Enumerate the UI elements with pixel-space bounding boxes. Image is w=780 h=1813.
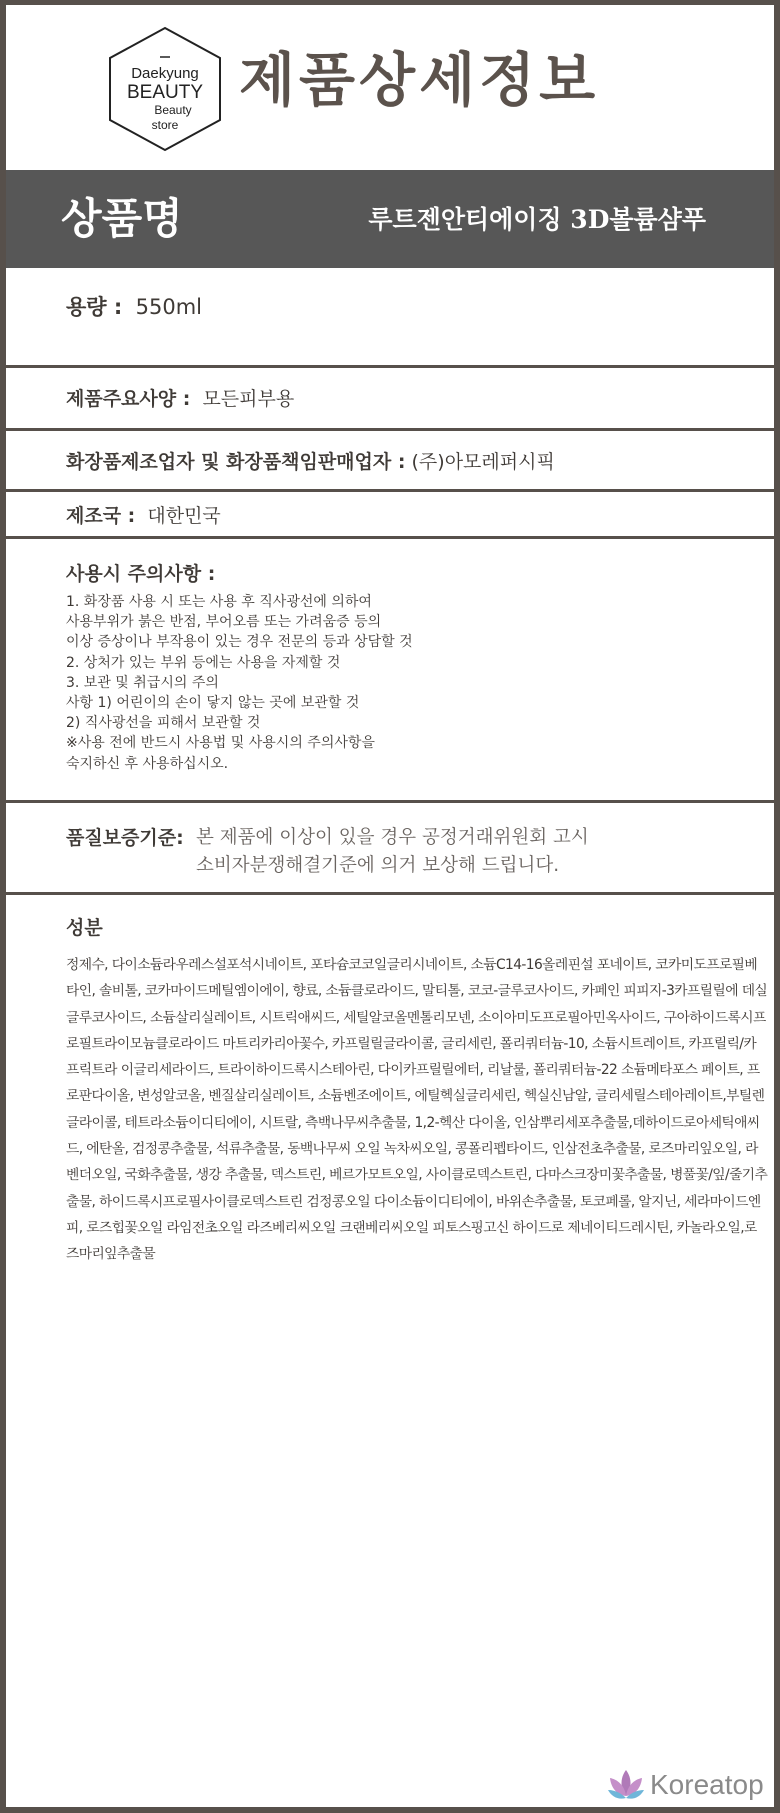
ingredients-title: 성분 — [66, 917, 103, 939]
logo-text-4: store — [151, 118, 179, 132]
product-label: 상품명 — [61, 194, 183, 243]
product-name-band — [6, 170, 774, 268]
main-spec-value: 모든피부용 — [202, 388, 295, 410]
divider — [6, 489, 774, 492]
caution-line: 2. 상처가 있는 부위 등에는 사용을 자제할 것 — [66, 654, 341, 671]
caution-line: 1. 화장품 사용 시 또는 사용 후 직사광선에 의하여 — [66, 594, 372, 610]
manufacturer-value: (주)아모레퍼시픽 — [411, 451, 555, 473]
main-spec-label: 제품주요사양 : — [66, 388, 191, 410]
warranty-text — [196, 824, 756, 880]
manufacturer-row — [66, 449, 555, 475]
caution-line: 3. 보관 및 취급시의 주의 — [66, 674, 219, 691]
caution-line: 숙지하신 후 사용하십시오. — [66, 755, 229, 772]
main-spec-row — [66, 386, 294, 412]
warranty-line-2: 소비자분쟁해결기준에 의거 보상해 드립니다. — [196, 855, 560, 876]
origin-label: 제조국 : — [66, 505, 136, 527]
cautions-list — [66, 592, 726, 774]
origin-row — [66, 503, 221, 529]
lotus-icon — [606, 1766, 646, 1804]
divider — [6, 536, 774, 539]
manufacturer-label: 화장품제조업자 및 화장품책임판매업자 : — [66, 451, 406, 473]
divider — [6, 428, 774, 431]
caution-line: 이상 증상이나 부작용이 있는 경우 전문의 등과 상담할 것 — [66, 634, 413, 651]
logo-text-1: Daekyung — [131, 65, 199, 82]
logo-text-3: Beauty — [154, 103, 192, 117]
ingredients-text: 정제수, 다이소듐라우레스설포석시네이트, 포타슘코코일글리시네이트, 소듐C14-16올레핀설 포네이트, 코카미도프로필베타인, 솔비톨, 코카마이드메틸엠이에이, 향료, 소듐클로라이드, 말티톨, 코코-글루코사이드, 카페인 피피지-3카프릴릴에 데실글루코사이드, 소듐살리실레이트, 시트릭애씨드, 세틸알코올멘톨리모넨, 소이아미도프로필아민옥사이드, 구아하이드록시프로필트라이모늄클로라이드 마트리카리아꽃수, 카프릴릴글라이콜, 글리세린, 폴리쿼터늄-10, 소듐시트레이트, 카프릴릭/카프릭트라 이글리세라이드, 트라이하이드록시스테아린, 다이카프릴릴에터, 리날룰, 폴리쿼터늄-22 소듐메타포스 페이트, 프로판다이올, 변성알코올, 벤질살리실레이트, 소듐벤조에이트, 에틸헥실글리세린, 헥실신남알, 글리세릴스테아레이트,부틸렌글라이콜, 테트라소듐이디티에이, 시트랄, 측백나무씨추출물, 1,2-헥산 다이올, 인삼뿌리세포추출물,데하이드로아세틱애씨드, 에탄올, 검정콩추출물, 석류추출물, 동백나무씨 오일 녹차씨오일, 콩폴리펩타이드, 인삼전초추출물, 로즈마리잎오일, 라벤더오일, 국화추출물, 생강 추출물, 덱스트린, 베르가모트오일, 사이클로덱스트린, 다마스크장미꽃추출물, 병풀꽃/잎/줄기추출물, 하이드록시프로필사이클로덱스트린 검정콩오일 다이소듐이디티에이, 바위손추출물, 토코페롤, 알지닌, 세라마이드엔피, 로즈힙꽃오일 라임전초오일 라즈베리씨오일 크랜베리씨오일 피토스핑고신 하이드로 제네이티드레시틴, 카놀라오일,로즈마리잎추출물 — [66, 957, 768, 1263]
header — [6, 5, 774, 168]
caution-line: 사용부위가 붉은 반점, 부어오름 또는 가려움증 등의 — [66, 614, 382, 631]
watermark-text: Koreatop — [650, 1769, 764, 1800]
cautions-title: 사용시 주의사항 : — [66, 563, 216, 585]
caution-line: ※사용 전에 반드시 사용법 및 사용시의 주의사항을 — [66, 735, 375, 752]
logo-text-2: BEAUTY — [126, 82, 204, 103]
warranty-label: 품질보증기준: — [66, 827, 184, 849]
volume-label: 용량 : — [66, 295, 123, 319]
divider — [6, 800, 774, 803]
page-title: 제품상세정보 — [239, 46, 600, 114]
volume-value: 550ml — [135, 295, 203, 319]
warranty-line-1: 본 제품에 이상이 있을 경우 공정거래위원회 고시 — [196, 827, 589, 848]
caution-line: 2) 직사광선을 피해서 보관할 것 — [66, 715, 261, 732]
divider — [6, 365, 774, 368]
watermark — [606, 1766, 764, 1806]
product-name: 루트젠안티에이징 3D볼륨샴푸 — [368, 205, 706, 234]
caution-line: 사항 1) 어린이의 손이 닿지 않는 곳에 보관할 것 — [66, 695, 360, 712]
volume-row — [66, 294, 202, 320]
divider — [6, 892, 774, 895]
origin-value: 대한민국 — [147, 505, 221, 527]
store-logo — [106, 25, 224, 153]
